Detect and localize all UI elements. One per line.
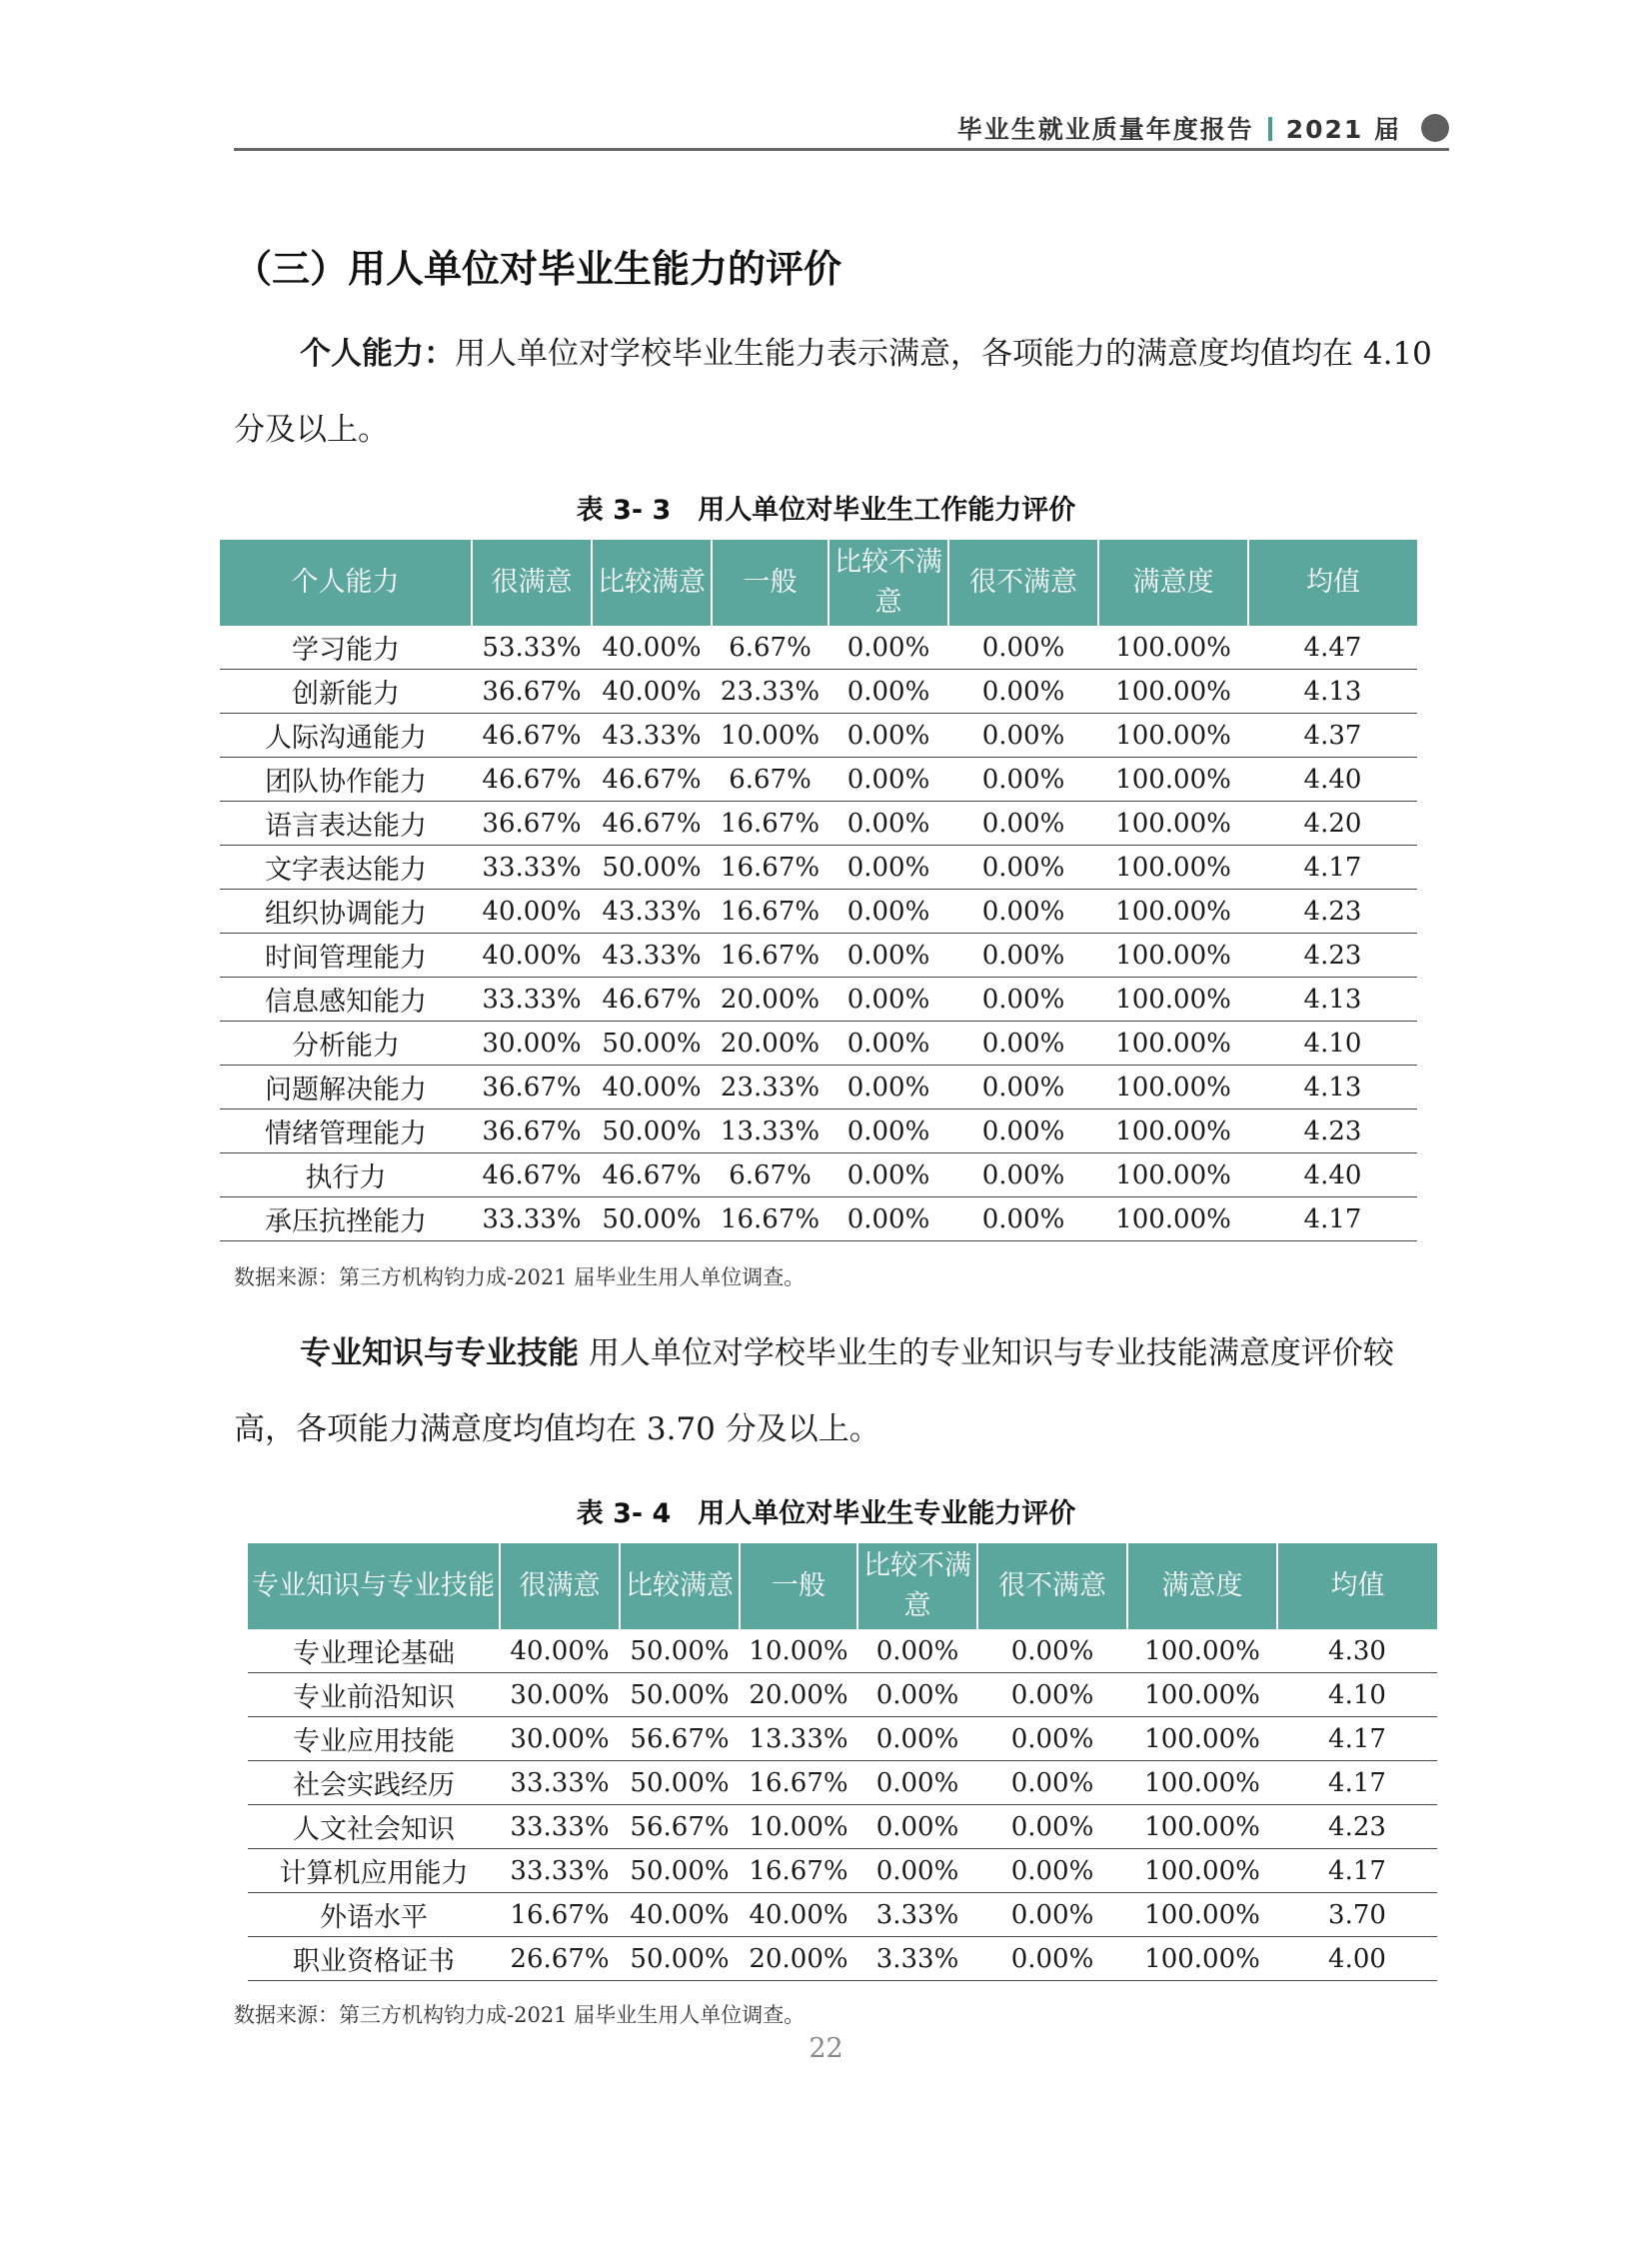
row-label-cell: 人际沟通能力	[220, 714, 472, 758]
paragraph-professional-skills	[234, 1315, 1449, 1467]
row-label-cell: 语言表达能力	[220, 802, 472, 846]
value-cell: 40.00%	[472, 890, 592, 934]
value-cell: 16.67%	[712, 934, 828, 978]
professional-ability-table	[248, 1543, 1437, 1981]
value-cell: 46.67%	[592, 802, 712, 846]
value-cell: 36.67%	[472, 670, 592, 714]
value-cell: 0.00%	[828, 626, 948, 670]
row-label-cell: 计算机应用能力	[248, 1849, 500, 1893]
column-header: 很不满意	[948, 540, 1098, 626]
row-label-cell: 职业资格证书	[248, 1937, 500, 1981]
value-cell: 4.10	[1277, 1673, 1437, 1717]
column-header: 比较不满意	[857, 1543, 977, 1629]
column-header: 满意度	[1127, 1543, 1277, 1629]
value-cell: 4.20	[1248, 802, 1417, 846]
value-cell: 16.67%	[712, 1197, 828, 1241]
value-cell: 43.33%	[592, 934, 712, 978]
value-cell: 100.00%	[1127, 1893, 1277, 1937]
header-separator	[1268, 117, 1272, 141]
value-cell: 46.67%	[592, 758, 712, 802]
row-label-cell: 情绪管理能力	[220, 1110, 472, 1153]
value-cell: 0.00%	[948, 626, 1098, 670]
value-cell: 3.33%	[857, 1937, 977, 1981]
work-ability-table	[220, 540, 1417, 1241]
value-cell: 0.00%	[857, 1717, 977, 1761]
value-cell: 40.00%	[500, 1629, 620, 1673]
value-cell: 4.00	[1277, 1937, 1437, 1981]
value-cell: 33.33%	[500, 1761, 620, 1805]
value-cell: 40.00%	[592, 626, 712, 670]
value-cell: 0.00%	[828, 802, 948, 846]
value-cell: 0.00%	[828, 1110, 948, 1153]
value-cell: 0.00%	[948, 890, 1098, 934]
value-cell: 100.00%	[1098, 626, 1248, 670]
value-cell: 4.10	[1248, 1022, 1417, 1066]
value-cell: 43.33%	[592, 714, 712, 758]
value-cell: 4.47	[1248, 626, 1417, 670]
value-cell: 16.67%	[712, 846, 828, 890]
value-cell: 50.00%	[620, 1673, 740, 1717]
value-cell: 0.00%	[977, 1937, 1127, 1981]
value-cell: 0.00%	[857, 1805, 977, 1849]
value-cell: 50.00%	[592, 1110, 712, 1153]
value-cell: 50.00%	[620, 1761, 740, 1805]
value-cell: 0.00%	[828, 670, 948, 714]
value-cell: 20.00%	[712, 978, 828, 1022]
value-cell: 0.00%	[828, 1197, 948, 1241]
table-row	[248, 1937, 1437, 1981]
report-title: 毕业生就业质量年度报告	[956, 115, 1254, 144]
row-label-cell: 社会实践经历	[248, 1761, 500, 1805]
value-cell: 33.33%	[472, 846, 592, 890]
value-cell: 40.00%	[592, 670, 712, 714]
row-label-cell: 创新能力	[220, 670, 472, 714]
row-label-cell: 专业前沿知识	[248, 1673, 500, 1717]
value-cell: 36.67%	[472, 1066, 592, 1110]
table-row	[248, 1629, 1437, 1673]
paragraph-lead: 个人能力：	[300, 336, 455, 372]
value-cell: 4.13	[1248, 670, 1417, 714]
value-cell: 100.00%	[1098, 802, 1248, 846]
table-row	[220, 1022, 1417, 1066]
column-header: 专业知识与专业技能	[248, 1543, 500, 1629]
table-row	[220, 1066, 1417, 1110]
value-cell: 40.00%	[592, 1066, 712, 1110]
value-cell: 0.00%	[977, 1673, 1127, 1717]
value-cell: 0.00%	[977, 1849, 1127, 1893]
column-header: 比较不满意	[828, 540, 948, 626]
report-year: 2021 届	[1285, 115, 1401, 144]
value-cell: 4.23	[1248, 934, 1417, 978]
value-cell: 23.33%	[712, 1066, 828, 1110]
table-row	[248, 1893, 1437, 1937]
table-row	[220, 846, 1417, 890]
value-cell: 100.00%	[1098, 1153, 1248, 1197]
value-cell: 100.00%	[1098, 714, 1248, 758]
table-row	[248, 1673, 1437, 1717]
value-cell: 0.00%	[948, 714, 1098, 758]
table-row	[248, 1761, 1437, 1805]
value-cell: 0.00%	[828, 1066, 948, 1110]
value-cell: 4.13	[1248, 1066, 1417, 1110]
column-header: 均值	[1248, 540, 1417, 626]
value-cell: 46.67%	[472, 1153, 592, 1197]
value-cell: 4.23	[1277, 1805, 1437, 1849]
value-cell: 0.00%	[828, 1153, 948, 1197]
value-cell: 0.00%	[948, 802, 1098, 846]
value-cell: 10.00%	[712, 714, 828, 758]
value-cell: 0.00%	[828, 1022, 948, 1066]
table-row	[220, 1153, 1417, 1197]
value-cell: 0.00%	[828, 978, 948, 1022]
table-row	[220, 934, 1417, 978]
row-label-cell: 执行力	[220, 1153, 472, 1197]
table-row	[220, 626, 1417, 670]
value-cell: 100.00%	[1127, 1805, 1277, 1849]
value-cell: 0.00%	[828, 714, 948, 758]
value-cell: 100.00%	[1127, 1761, 1277, 1805]
table-row	[220, 1197, 1417, 1241]
value-cell: 40.00%	[472, 934, 592, 978]
column-header: 很满意	[500, 1543, 620, 1629]
value-cell: 46.67%	[592, 1153, 712, 1197]
value-cell: 0.00%	[948, 1066, 1098, 1110]
value-cell: 6.67%	[712, 758, 828, 802]
value-cell: 0.00%	[857, 1849, 977, 1893]
table-row	[220, 978, 1417, 1022]
value-cell: 20.00%	[740, 1673, 857, 1717]
value-cell: 13.33%	[740, 1717, 857, 1761]
value-cell: 100.00%	[1098, 978, 1248, 1022]
row-label-cell: 组织协调能力	[220, 890, 472, 934]
value-cell: 50.00%	[620, 1849, 740, 1893]
value-cell: 16.67%	[712, 890, 828, 934]
value-cell: 0.00%	[857, 1673, 977, 1717]
table2-caption: 表 3- 4 用人单位对毕业生专业能力评价	[576, 1498, 1076, 1529]
value-cell: 23.33%	[712, 670, 828, 714]
value-cell: 100.00%	[1098, 1197, 1248, 1241]
value-cell: 40.00%	[740, 1893, 857, 1937]
value-cell: 50.00%	[620, 1937, 740, 1981]
value-cell: 100.00%	[1127, 1629, 1277, 1673]
value-cell: 4.23	[1248, 1110, 1417, 1153]
value-cell: 43.33%	[592, 890, 712, 934]
row-label-cell: 时间管理能力	[220, 934, 472, 978]
value-cell: 50.00%	[592, 1197, 712, 1241]
value-cell: 36.67%	[472, 1110, 592, 1153]
value-cell: 0.00%	[828, 758, 948, 802]
value-cell: 4.17	[1248, 1197, 1417, 1241]
table1-caption: 表 3- 3 用人单位对毕业生工作能力评价	[576, 495, 1076, 526]
row-label-cell: 人文社会知识	[248, 1805, 500, 1849]
value-cell: 0.00%	[948, 1153, 1098, 1197]
value-cell: 4.40	[1248, 758, 1417, 802]
table-row	[248, 1805, 1437, 1849]
value-cell: 0.00%	[948, 934, 1098, 978]
table-row	[220, 758, 1417, 802]
table-row	[248, 1849, 1437, 1893]
page-header	[234, 108, 1449, 151]
column-header: 比较满意	[620, 1543, 740, 1629]
value-cell: 16.67%	[740, 1761, 857, 1805]
value-cell: 0.00%	[977, 1761, 1127, 1805]
column-header: 个人能力	[220, 540, 472, 626]
header-text	[957, 110, 1401, 146]
value-cell: 0.00%	[948, 1022, 1098, 1066]
row-label-cell: 问题解决能力	[220, 1066, 472, 1110]
value-cell: 0.00%	[977, 1893, 1127, 1937]
value-cell: 100.00%	[1098, 1066, 1248, 1110]
value-cell: 33.33%	[500, 1805, 620, 1849]
value-cell: 0.00%	[977, 1805, 1127, 1849]
value-cell: 4.17	[1277, 1717, 1437, 1761]
value-cell: 100.00%	[1127, 1673, 1277, 1717]
value-cell: 4.17	[1277, 1761, 1437, 1805]
column-header: 一般	[712, 540, 828, 626]
table-row	[248, 1717, 1437, 1761]
value-cell: 100.00%	[1098, 670, 1248, 714]
paragraph-personal-ability	[234, 316, 1449, 468]
row-label-cell: 分析能力	[220, 1022, 472, 1066]
value-cell: 4.13	[1248, 978, 1417, 1022]
value-cell: 10.00%	[740, 1629, 857, 1673]
table-row	[220, 802, 1417, 846]
row-label-cell: 承压抗挫能力	[220, 1197, 472, 1241]
paragraph-lead: 专业知识与专业技能	[300, 1335, 579, 1371]
value-cell: 16.67%	[712, 802, 828, 846]
value-cell: 50.00%	[620, 1629, 740, 1673]
value-cell: 4.17	[1248, 846, 1417, 890]
value-cell: 46.67%	[472, 714, 592, 758]
value-cell: 4.40	[1248, 1153, 1417, 1197]
value-cell: 6.67%	[712, 626, 828, 670]
value-cell: 0.00%	[857, 1761, 977, 1805]
value-cell: 0.00%	[948, 758, 1098, 802]
column-header: 一般	[740, 1543, 857, 1629]
value-cell: 100.00%	[1127, 1849, 1277, 1893]
value-cell: 100.00%	[1098, 1022, 1248, 1066]
value-cell: 0.00%	[948, 1110, 1098, 1153]
table-header-row	[220, 540, 1417, 626]
row-label-cell: 信息感知能力	[220, 978, 472, 1022]
table-header-row	[248, 1543, 1437, 1629]
value-cell: 20.00%	[740, 1937, 857, 1981]
value-cell: 100.00%	[1098, 890, 1248, 934]
value-cell: 50.00%	[592, 1022, 712, 1066]
value-cell: 40.00%	[620, 1893, 740, 1937]
value-cell: 16.67%	[500, 1893, 620, 1937]
value-cell: 100.00%	[1098, 758, 1248, 802]
table2-source: 数据来源：第三方机构钧力成-2021 届毕业生用人单位调查。	[234, 2003, 806, 2027]
value-cell: 53.33%	[472, 626, 592, 670]
value-cell: 36.67%	[472, 802, 592, 846]
header-dot-icon	[1421, 114, 1449, 142]
row-label-cell: 团队协作能力	[220, 758, 472, 802]
value-cell: 13.33%	[712, 1110, 828, 1153]
page-number: 22	[809, 2033, 843, 2064]
value-cell: 0.00%	[948, 978, 1098, 1022]
value-cell: 30.00%	[472, 1022, 592, 1066]
value-cell: 100.00%	[1098, 934, 1248, 978]
value-cell: 0.00%	[948, 1197, 1098, 1241]
value-cell: 100.00%	[1098, 1110, 1248, 1153]
column-header: 满意度	[1098, 540, 1248, 626]
value-cell: 0.00%	[977, 1629, 1127, 1673]
value-cell: 33.33%	[472, 1197, 592, 1241]
row-label-cell: 专业理论基础	[248, 1629, 500, 1673]
table-row	[220, 890, 1417, 934]
value-cell: 3.70	[1277, 1893, 1437, 1937]
table1-source: 数据来源：第三方机构钧力成-2021 届毕业生用人单位调查。	[234, 1265, 806, 1289]
value-cell: 0.00%	[948, 670, 1098, 714]
section-title: （三）用人单位对毕业生能力的评价	[234, 247, 842, 291]
value-cell: 0.00%	[977, 1717, 1127, 1761]
row-label-cell: 文字表达能力	[220, 846, 472, 890]
column-header: 很满意	[472, 540, 592, 626]
value-cell: 100.00%	[1098, 846, 1248, 890]
value-cell: 33.33%	[500, 1849, 620, 1893]
value-cell: 0.00%	[857, 1629, 977, 1673]
value-cell: 46.67%	[472, 758, 592, 802]
value-cell: 20.00%	[712, 1022, 828, 1066]
value-cell: 30.00%	[500, 1717, 620, 1761]
row-label-cell: 专业应用技能	[248, 1717, 500, 1761]
value-cell: 100.00%	[1127, 1717, 1277, 1761]
value-cell: 4.37	[1248, 714, 1417, 758]
row-label-cell: 外语水平	[248, 1893, 500, 1937]
paragraph-text: 用人单位对学校毕业生的专业知识与专业技能满意度评价较高，各项能力满意度均值均在 3.70 分及以上。	[234, 1335, 1394, 1447]
value-cell: 4.23	[1248, 890, 1417, 934]
value-cell: 0.00%	[828, 890, 948, 934]
value-cell: 0.00%	[828, 934, 948, 978]
column-header: 比较满意	[592, 540, 712, 626]
table-row	[220, 670, 1417, 714]
value-cell: 100.00%	[1127, 1937, 1277, 1981]
value-cell: 56.67%	[620, 1805, 740, 1849]
value-cell: 10.00%	[740, 1805, 857, 1849]
value-cell: 3.33%	[857, 1893, 977, 1937]
value-cell: 56.67%	[620, 1717, 740, 1761]
value-cell: 30.00%	[500, 1673, 620, 1717]
value-cell: 33.33%	[472, 978, 592, 1022]
table-row	[220, 714, 1417, 758]
value-cell: 0.00%	[828, 846, 948, 890]
value-cell: 0.00%	[948, 846, 1098, 890]
value-cell: 6.67%	[712, 1153, 828, 1197]
value-cell: 50.00%	[592, 846, 712, 890]
value-cell: 16.67%	[740, 1849, 857, 1893]
table-row	[220, 1110, 1417, 1153]
value-cell: 46.67%	[592, 978, 712, 1022]
value-cell: 4.30	[1277, 1629, 1437, 1673]
value-cell: 4.17	[1277, 1849, 1437, 1893]
value-cell: 26.67%	[500, 1937, 620, 1981]
column-header: 均值	[1277, 1543, 1437, 1629]
paragraph-text: 用人单位对学校毕业生能力表示满意，各项能力的满意度均值均在 4.10 分及以上。	[234, 336, 1432, 448]
row-label-cell: 学习能力	[220, 626, 472, 670]
column-header: 很不满意	[977, 1543, 1127, 1629]
